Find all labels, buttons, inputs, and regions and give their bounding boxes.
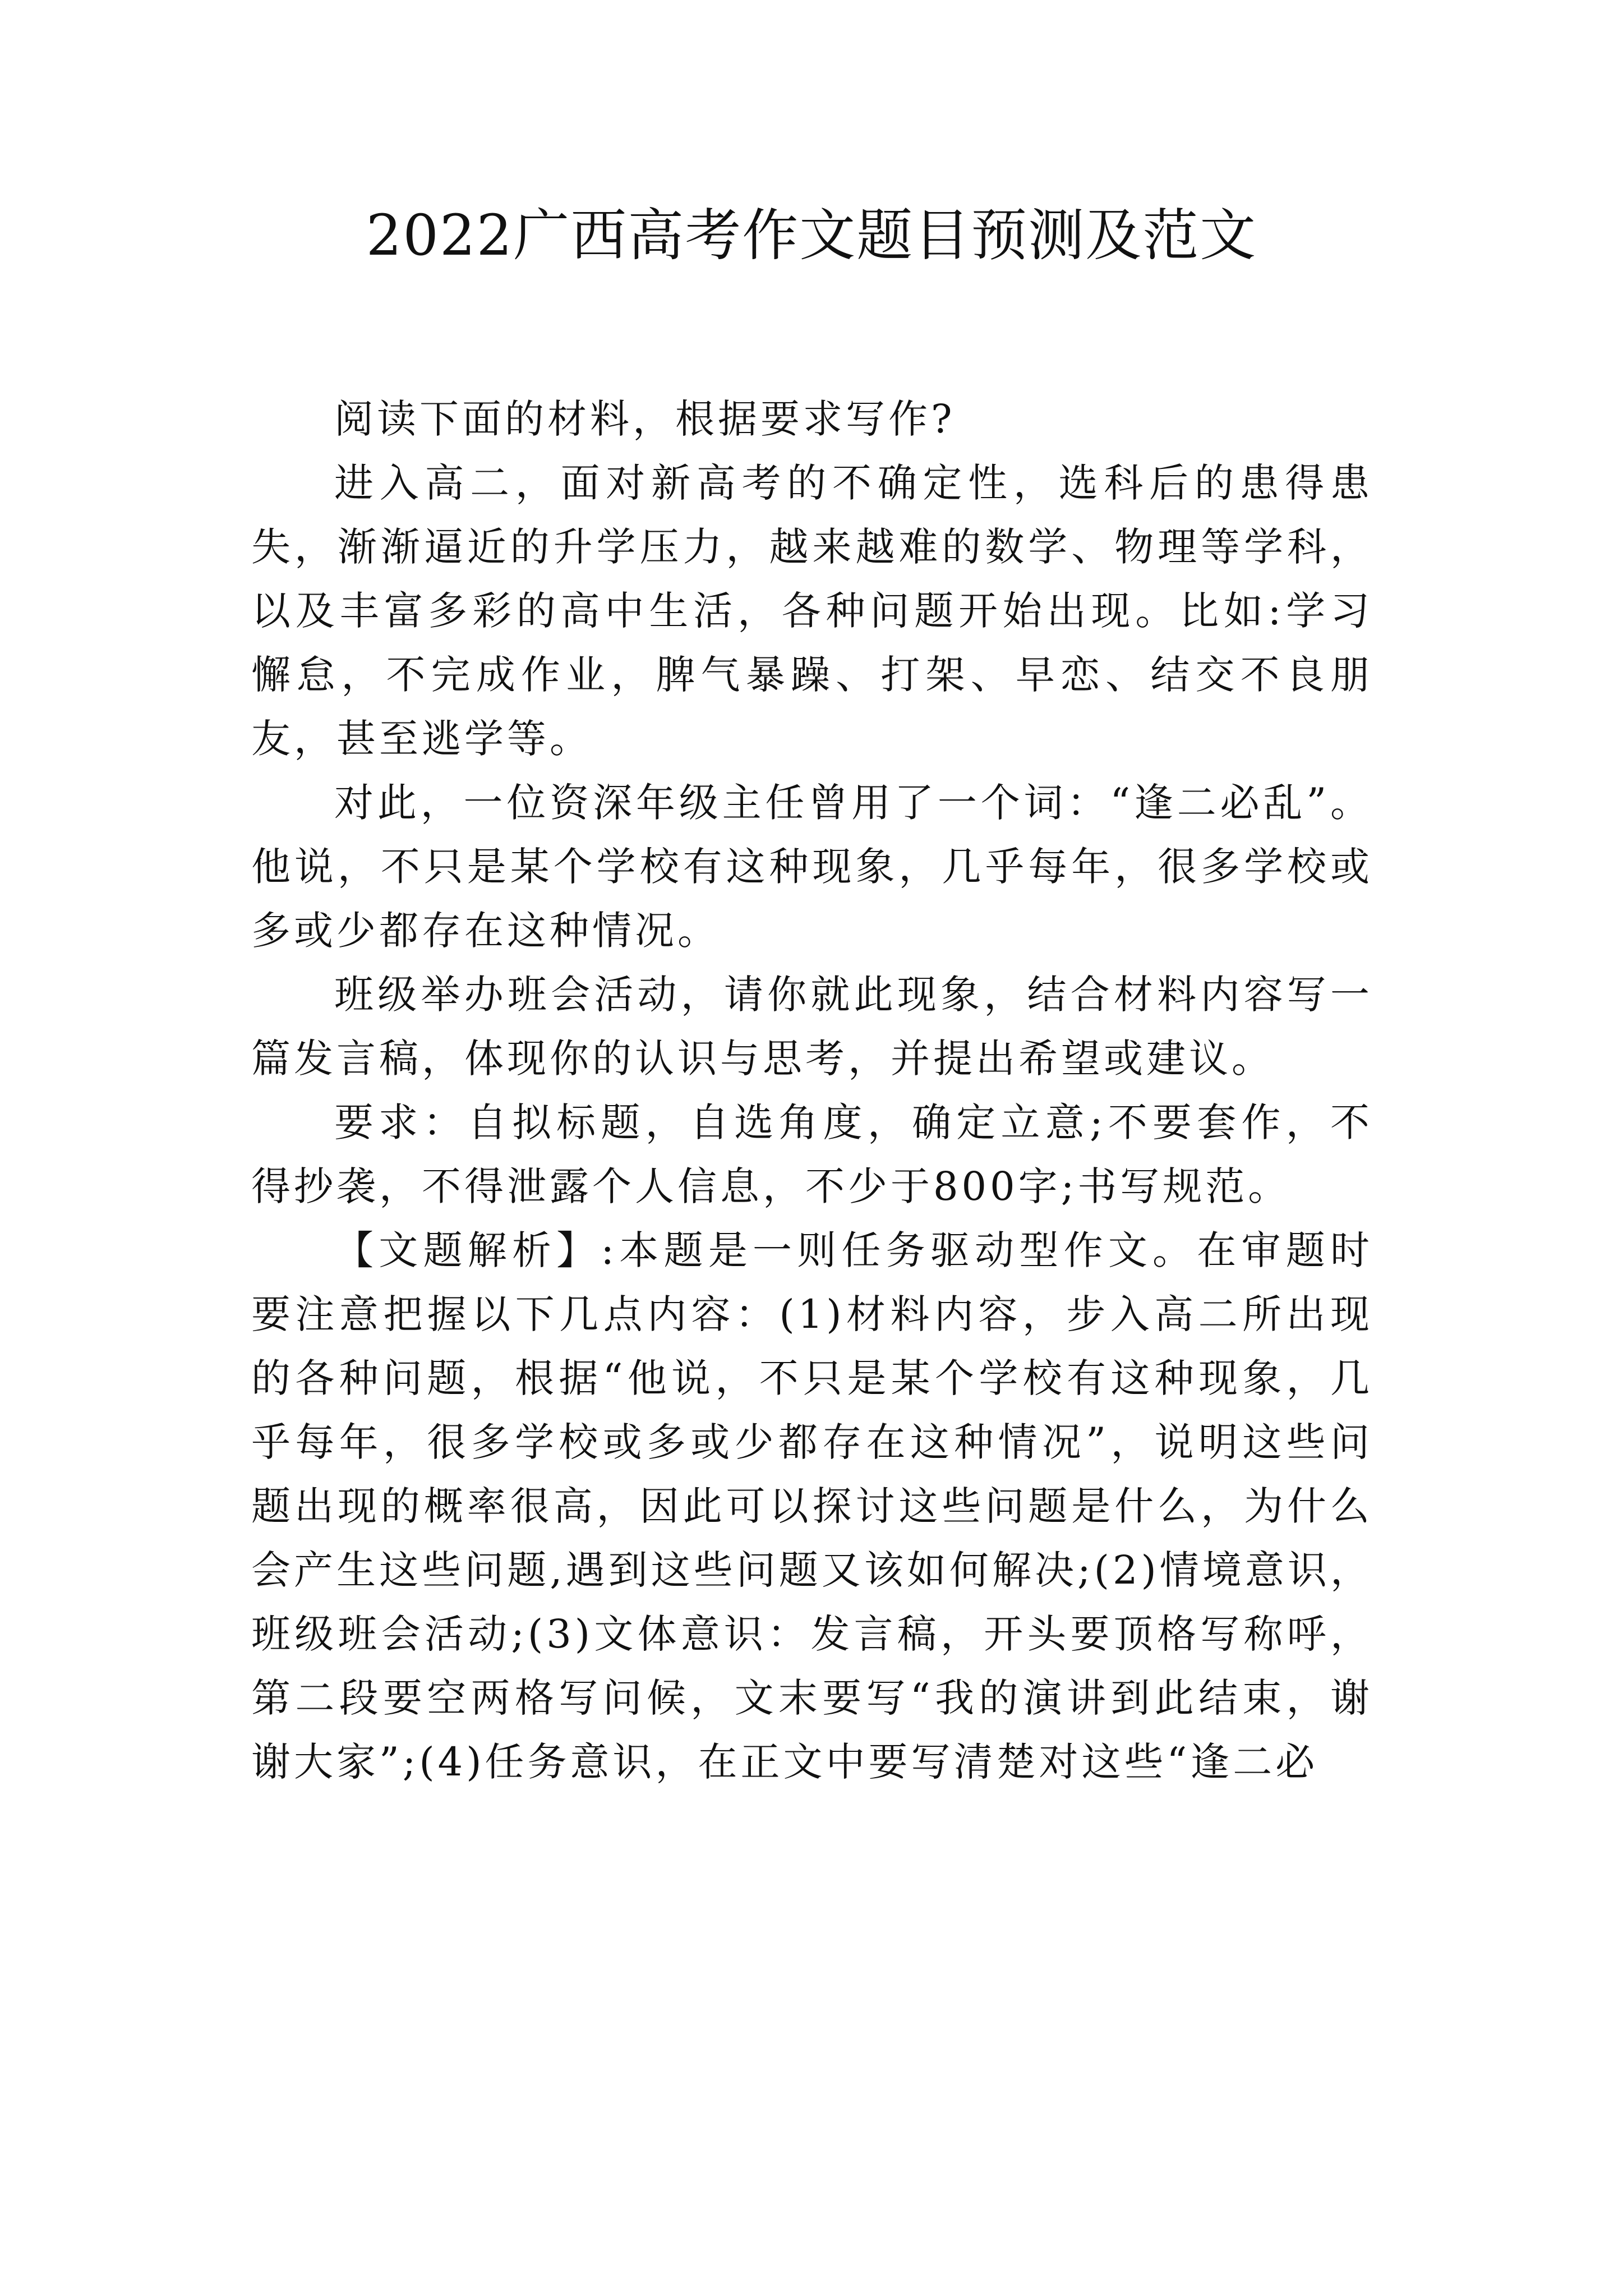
document-body [251, 387, 1373, 1794]
paragraph-requirements: 要求：自拟标题，自选角度，确定立意;不要套作，不得抄袭，不得泄露个人信息，不少于800字;书写规范。 [251, 1099, 1373, 1209]
paragraph-material-1: 进入高二，面对新高考的不确定性，选科后的患得患失，渐渐逼近的升学压力，越来越难的数学、物理等学科，以及丰富多彩的高中生活，各种问题开始出现。比如:学习懈怠，不完成作业，脾气暴躁、打架、早恋、结交不良朋友，甚至逃学等。 [251, 460, 1373, 762]
paragraph-analysis: 【文题解析】:本题是一则任务驱动型作文。在审题时要注意把握以下几点内容：(1)材料内容，步入高二所出现的各种问题，根据“他说，不只是某个学校有这种现象，几乎每年，很多学校或多或少都存在这种情况”，说明这些问题出现的概率很高，因此可以探讨这些问题是什么，为什么会产生这些问题,遇到这些问题又该如何解决;(2)情境意识，班级班会活动;(3)文体意识：发言稿，开头要顶格写称呼，第二段要空两格写问候，文末要写“我的演讲到此结束，谢谢大家”;(4)任务意识，在正文中要写清楚对这些“逢二必 [251, 1227, 1373, 1785]
paragraph-task: 班级举办班会活动，请你就此现象，结合材料内容写一篇发言稿，体现你的认识与思考，并提出希望或建议。 [251, 972, 1373, 1082]
paragraph-material-2: 对此，一位资深年级主任曾用了一个词：“逢二必乱”。他说，不只是某个学校有这种现象，几乎每年，很多学校或多或少都存在这种情况。 [251, 780, 1373, 954]
paragraph-prompt-intro: 阅读下面的材料，根据要求写作? [334, 396, 956, 442]
document-title: 2022广西高考作文题目预测及范文 [366, 203, 1257, 268]
